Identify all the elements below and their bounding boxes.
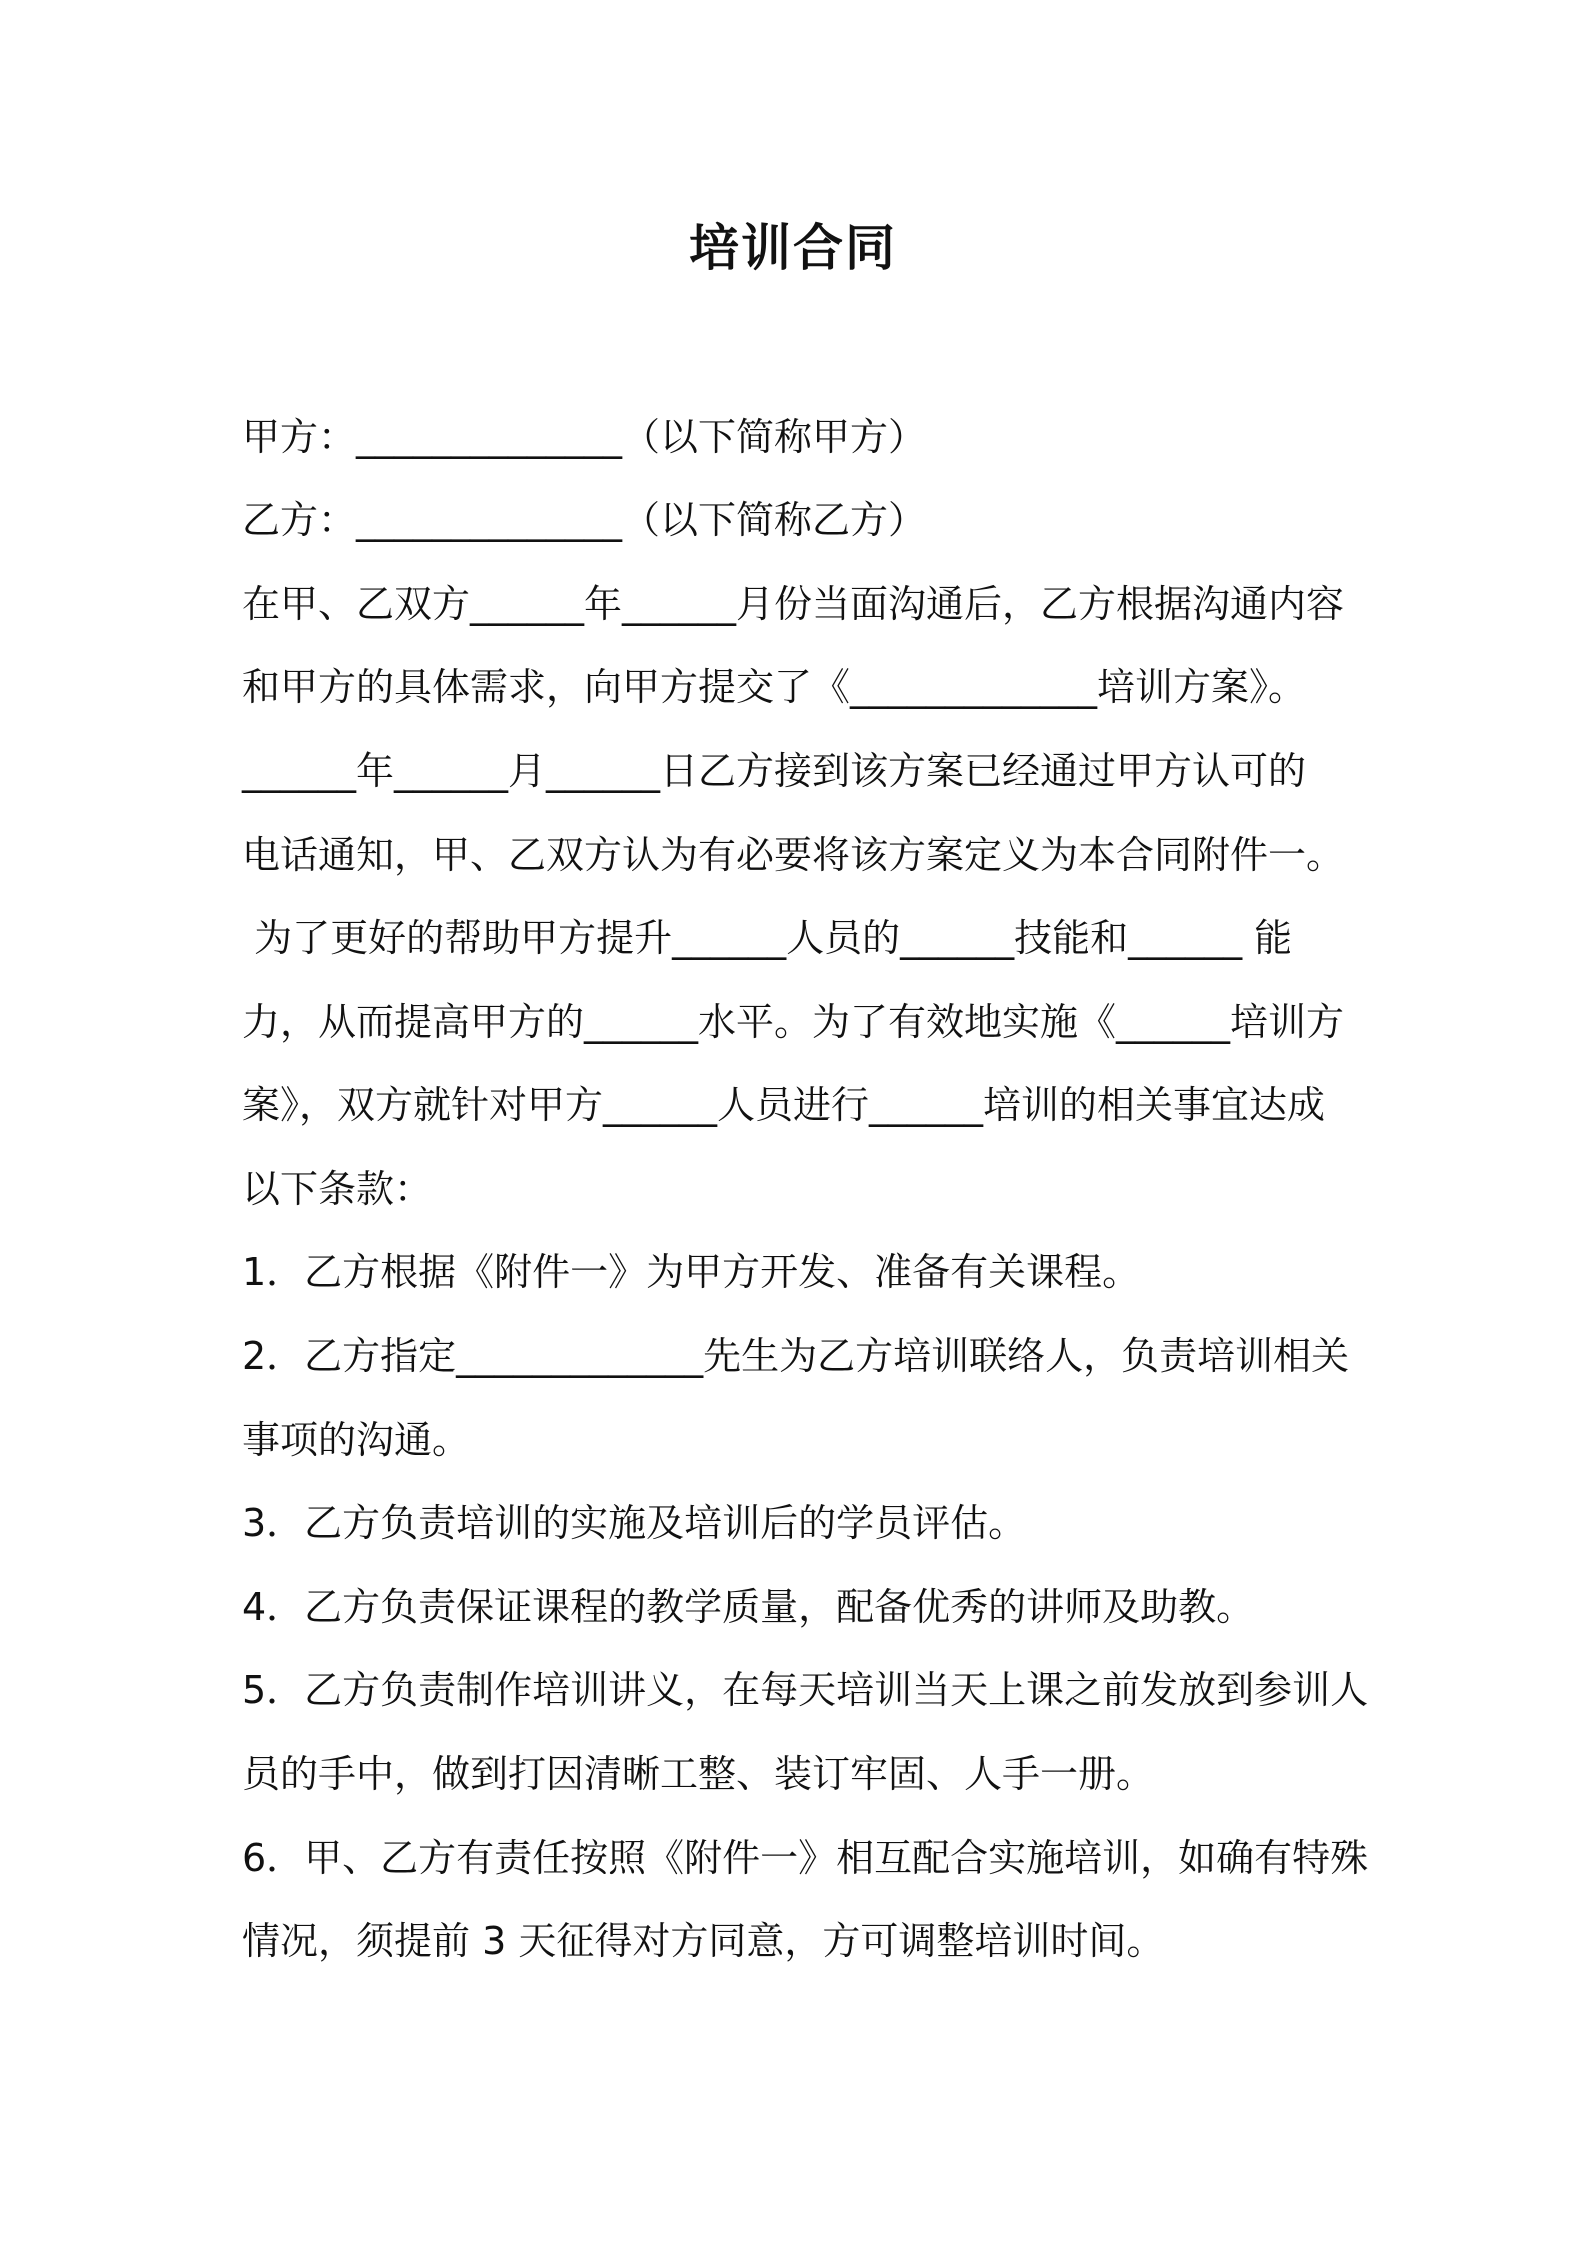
clause-2-line-2: 事项的沟通。 [242, 1418, 471, 1462]
clause-5-line-1: 5．乙方负责制作培训讲义，在每天培训当天上课之前发放到参训人 [242, 1668, 1369, 1712]
purpose-line-4: 以下条款： [242, 1167, 433, 1211]
intro-line-1: 在甲、乙双方______年______月份当面沟通后，乙方根据沟通内容 [242, 582, 1345, 626]
party-a-line: 甲方：______________（以下简称甲方） [242, 415, 927, 459]
clause-2-line-1: 2．乙方指定_____________先生为乙方培训联络人，负责培训相关 [242, 1334, 1350, 1378]
clause-4: 4．乙方负责保证课程的教学质量，配备优秀的讲师及助教。 [242, 1585, 1255, 1629]
intro-line-3: ______年______月______日乙方接到该方案已经通过甲方认可的 [242, 749, 1307, 793]
clause-1: 1．乙方根据《附件一》为甲方开发、准备有关课程。 [242, 1250, 1141, 1294]
intro-line-4: 电话通知，甲、乙双方认为有必要将该方案定义为本合同附件一。 [242, 833, 1345, 877]
purpose-line-3: 案》，双方就针对甲方______人员进行______培训的相关事宜达成 [242, 1083, 1326, 1127]
clause-3: 3．乙方负责培训的实施及培训后的学员评估。 [242, 1501, 1027, 1545]
purpose-line-2: 力，从而提高甲方的______水平。为了有效地实施《______培训方 [242, 1000, 1345, 1044]
clause-5-line-2: 员的手中，做到打因清晰工整、装订牢固、人手一册。 [242, 1752, 1155, 1796]
clause-6-line-1: 6．甲、乙方有责任按照《附件一》相互配合实施培训，如确有特殊 [242, 1836, 1369, 1880]
purpose-line-1: 为了更好的帮助甲方提升______人员的______技能和______ 能 [242, 916, 1293, 960]
clause-6-line-2: 情况，须提前 3 天征得对方同意，方可调整培训时间。 [242, 1919, 1165, 1963]
document-title: 培训合同 [689, 219, 897, 277]
intro-line-2: 和甲方的具体需求，向甲方提交了《_____________培训方案》。 [242, 665, 1307, 709]
party-b-line: 乙方：______________（以下简称乙方） [242, 498, 927, 542]
